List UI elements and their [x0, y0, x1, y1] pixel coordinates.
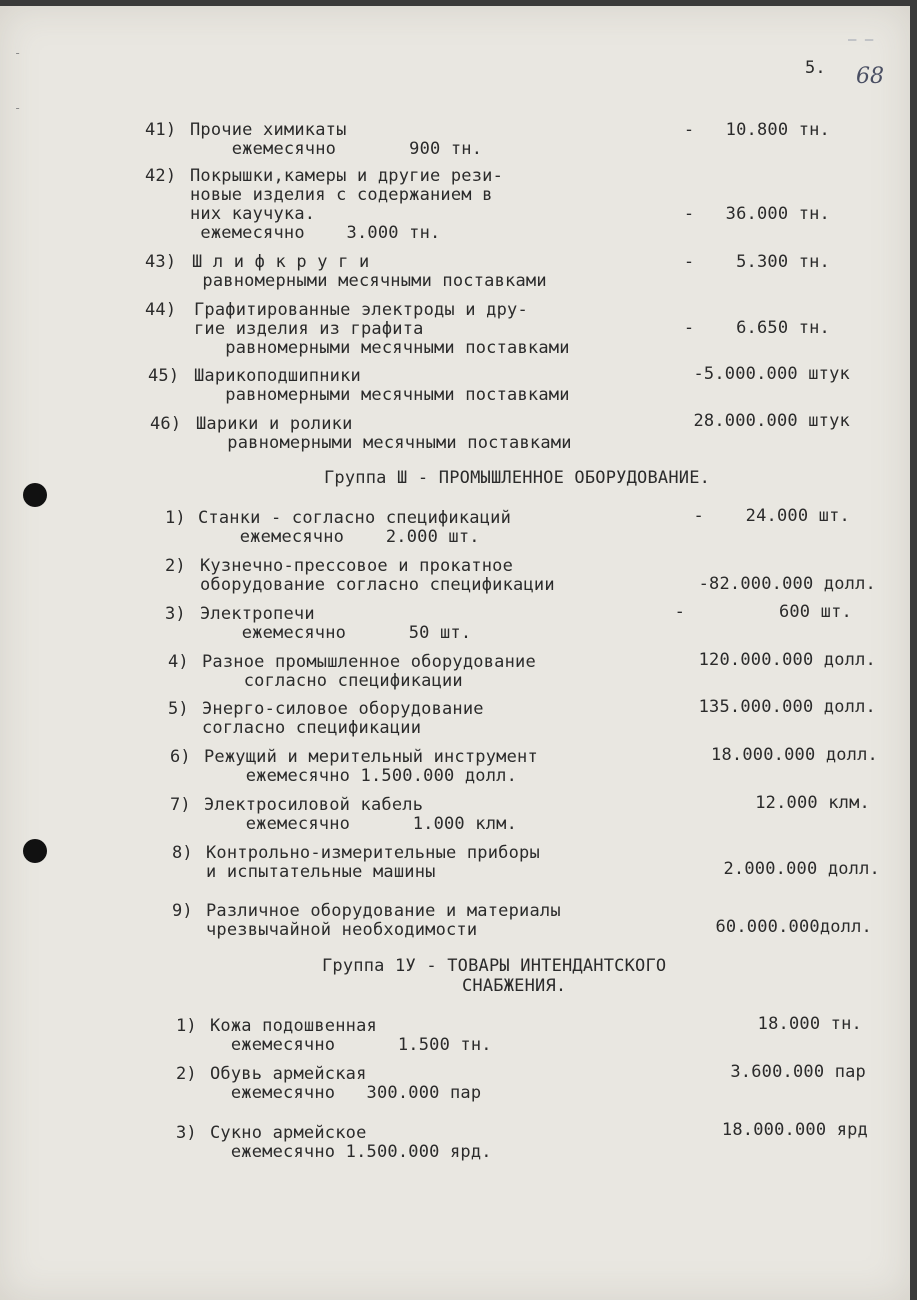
item-text: ежемесячно 1.000 клм.	[204, 814, 518, 834]
item-text: равномерными месячными поставками	[194, 385, 570, 405]
item-number: 41)	[145, 120, 177, 140]
item-amount: - 10.800 тн.	[683, 120, 830, 140]
item-text: Покрышки,камеры и другие рези-	[190, 166, 504, 186]
item-number: 1)	[165, 508, 186, 528]
item-amount: 60.000.000долл.	[715, 917, 872, 937]
item-text: гие изделия из графита	[194, 319, 424, 339]
item-text: ежемесячно 50 шт.	[200, 623, 472, 643]
item-amount: - 6.650 тн.	[683, 318, 830, 338]
item-amount: 3.600.000 пар	[730, 1062, 866, 1082]
item-number: 42)	[145, 166, 177, 186]
item-text: новые изделия с содержанием в	[190, 185, 493, 205]
item-text: согласно спецификации	[202, 671, 463, 691]
faint-mark: — —	[848, 32, 874, 48]
item-text: Шарикоподшипники	[194, 366, 361, 386]
item-text: Кожа подошвенная	[210, 1016, 377, 1036]
item-number: 9)	[172, 901, 193, 921]
item-text: ежемесячно 1.500 тн.	[210, 1035, 492, 1055]
item-amount: 120.000.000 долл.	[698, 650, 876, 670]
item-text: ежемесячно 1.500.000 ярд.	[210, 1142, 492, 1162]
item-text: Шарики и ролики	[196, 414, 353, 434]
item-text: Контрольно-измерительные приборы	[206, 843, 540, 863]
item-amount: 2.000.000 долл.	[723, 859, 880, 879]
item-text: ежемесячно 2.000 шт.	[198, 527, 480, 547]
item-number: 4)	[168, 652, 189, 672]
punch-hole	[23, 839, 47, 863]
item-amount: 18.000.000 ярд	[721, 1120, 868, 1140]
item-text: Прочие химикаты	[190, 120, 347, 140]
item-text: ежемесячно 900 тн.	[190, 139, 483, 159]
item-number: 45)	[148, 366, 180, 386]
item-text: равномерными месячными поставками	[192, 271, 547, 291]
item-number: 5)	[168, 699, 189, 719]
item-number: 8)	[172, 843, 193, 863]
item-number: 2)	[176, 1064, 197, 1084]
item-amount: -5.000.000 штук	[693, 364, 850, 384]
page-number: 5.	[805, 58, 826, 78]
section-heading: Группа Ш - ПРОМЫШЛЕННОЕ ОБОРУДОВАНИЕ.	[324, 468, 711, 488]
item-amount: 28.000.000 штук	[693, 411, 850, 431]
item-amount: - 24.000 шт.	[693, 506, 850, 526]
item-amount: 18.000.000 долл.	[711, 745, 878, 765]
margin-mark: -	[14, 101, 22, 115]
punch-hole	[23, 483, 47, 507]
item-text: Режущий и мерительный инструмент	[204, 747, 538, 767]
section-heading: Группа 1У - ТОВАРЫ ИНТЕНДАНТСКОГО	[322, 956, 667, 976]
item-number: 46)	[150, 414, 182, 434]
item-amount: - 600 шт.	[674, 602, 852, 622]
item-text: Графитированные электроды и дру-	[194, 300, 528, 320]
item-text: согласно спецификации	[202, 718, 422, 738]
item-number: 44)	[145, 300, 177, 320]
item-amount: 18.000 тн.	[757, 1014, 862, 1034]
item-number: 3)	[176, 1123, 197, 1143]
item-text: равномерными месячными поставками	[194, 338, 570, 358]
item-text: Электросиловой кабель	[204, 795, 424, 815]
item-text: Обувь армейская	[210, 1064, 367, 1084]
item-text: и испытательные машины	[206, 862, 436, 882]
margin-mark: -	[14, 46, 22, 60]
item-number: 1)	[176, 1016, 197, 1036]
item-amount: 12.000 клм.	[755, 793, 870, 813]
item-text: них каучука.	[190, 204, 316, 224]
item-text: Разное промышленное оборудование	[202, 652, 536, 672]
section-heading-line2: СНАБЖЕНИЯ.	[462, 976, 567, 996]
item-text: Кузнечно-прессовое и прокатное	[200, 556, 514, 576]
item-text: Сукно армейское	[210, 1123, 367, 1143]
item-text: ежемесячно 300.000 пар	[210, 1083, 482, 1103]
item-amount: 135.000.000 долл.	[698, 697, 876, 717]
item-amount: -82.000.000 долл.	[698, 574, 876, 594]
item-text: Ш л и ф к р у г и	[192, 252, 370, 272]
item-text: равномерными месячными поставками	[196, 433, 572, 453]
item-amount: - 36.000 тн.	[683, 204, 830, 224]
item-number: 3)	[165, 604, 186, 624]
document-page	[0, 6, 910, 1300]
item-text: Станки - согласно спецификаций	[198, 508, 512, 528]
item-text: Энерго-силовое оборудование	[202, 699, 484, 719]
item-amount: - 5.300 тн.	[683, 252, 830, 272]
item-number: 7)	[170, 795, 191, 815]
item-text: чрезвычайной необходимости	[206, 920, 478, 940]
item-text: Различное оборудование и материалы	[206, 901, 561, 921]
archive-number: 68	[856, 64, 884, 89]
item-text: Электропечи	[200, 604, 315, 624]
item-number: 2)	[165, 556, 186, 576]
item-text: ежемесячно 1.500.000 долл.	[204, 766, 518, 786]
item-number: 6)	[170, 747, 191, 767]
item-text: ежемесячно 3.000 тн.	[190, 223, 441, 243]
item-number: 43)	[145, 252, 177, 272]
item-text: оборудование согласно спецификации	[200, 575, 555, 595]
